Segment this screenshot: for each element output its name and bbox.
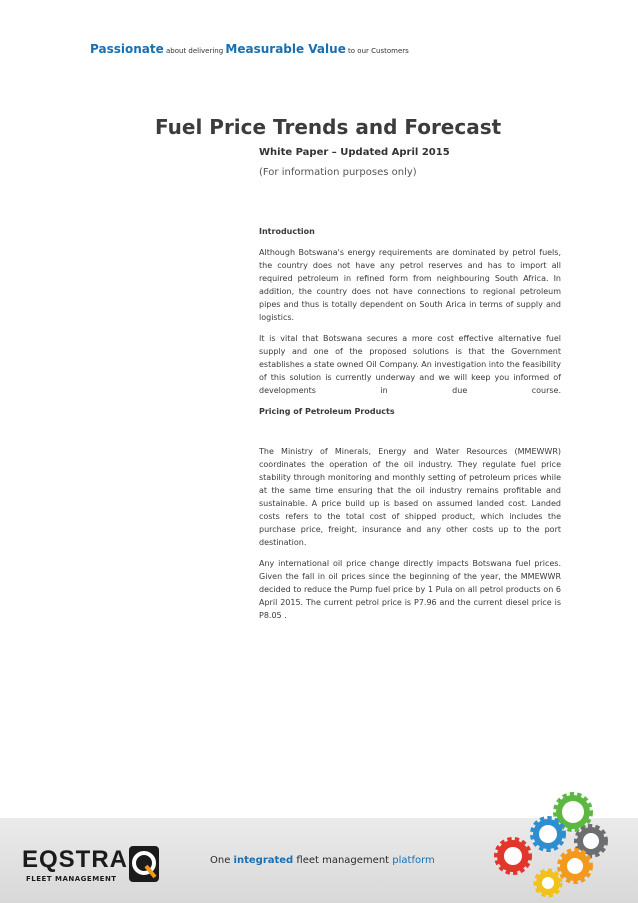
tagline-passionate: Passionate (90, 42, 164, 56)
logo-wordmark: EQSTRA (22, 846, 129, 873)
tagline-text-1: about delivering (163, 47, 226, 55)
eqstra-logo (22, 846, 162, 886)
pricing-heading: Pricing of Petroleum Products (259, 407, 395, 416)
document-note: (For information purposes only) (259, 167, 417, 178)
orange-gear-icon (560, 851, 590, 881)
tagline-text-2: to our Customers (345, 47, 409, 55)
slogan-fleet-management: fleet management (293, 855, 393, 866)
document-title: Fuel Price Trends and Forecast (155, 115, 502, 139)
pricing-paragraph-2: Any international oil price change directly impacts Botswana fuel prices. Given the fall in oil prices since the beginning of the year, the MMEWWR decided to reduce the Pump fuel price by 1 Pula on all petrol products on 6 April 2015. The current petrol price is P7.96 and the current diesel price is P8.05 . (259, 559, 561, 620)
introduction-heading: Introduction (259, 227, 315, 236)
logo-subtitle: FLEET MANAGEMENT (26, 875, 117, 883)
red-gear-icon (497, 840, 529, 872)
pricing-paragraph-1: The Ministry of Minerals, Energy and Water Resources (MMEWWR) coordinates the operation of the oil industry. They regulate fuel price stability through monitoring and monthly setting of petroleum prices while at the same time ensuring that the oil industry remains profitable and sustainable. A price build up is based on assumed landed cost. Landed costs refers to the total cost of shipped product, which includes the purchase price, freight, insurance and any other costs up to the port destination. (259, 447, 561, 547)
gears-illustration-icon (488, 788, 618, 900)
slogan-integrated: integrated (233, 855, 294, 866)
footer-slogan (210, 855, 435, 866)
blue-gear-icon (533, 819, 563, 849)
document-body (259, 225, 561, 630)
slogan-platform: platform (392, 855, 435, 866)
green-gear-icon (556, 795, 590, 829)
tagline-measurable-value: Measurable Value (225, 42, 346, 56)
document-subtitle: White Paper – Updated April 2015 (259, 147, 450, 158)
introduction-paragraph-2: It is vital that Botswana secures a more cost effective alternative fuel supply and one of the proposed solutions is that the Government establishes a state owned Oil Company. An investigation into the feasibility of this solution is currently underway and we will keep you informed of developments in due course. (259, 334, 561, 395)
grey-gear-icon (577, 827, 605, 855)
tagline (90, 42, 409, 56)
introduction-paragraph-1: Although Botswana's energy requirements are dominated by petrol fuels, the country does not have any petrol reserves and has to import all required petroleum in refined form from neighbouring South Africa. In addition, the country does not have connections to regional petroleum pipes and thus is totally dependent on South Arica in terms of supply and logistics. (259, 248, 561, 322)
yellow-gear-icon (536, 871, 560, 895)
logo-q-icon (129, 846, 159, 882)
slogan-one: One (210, 855, 234, 866)
